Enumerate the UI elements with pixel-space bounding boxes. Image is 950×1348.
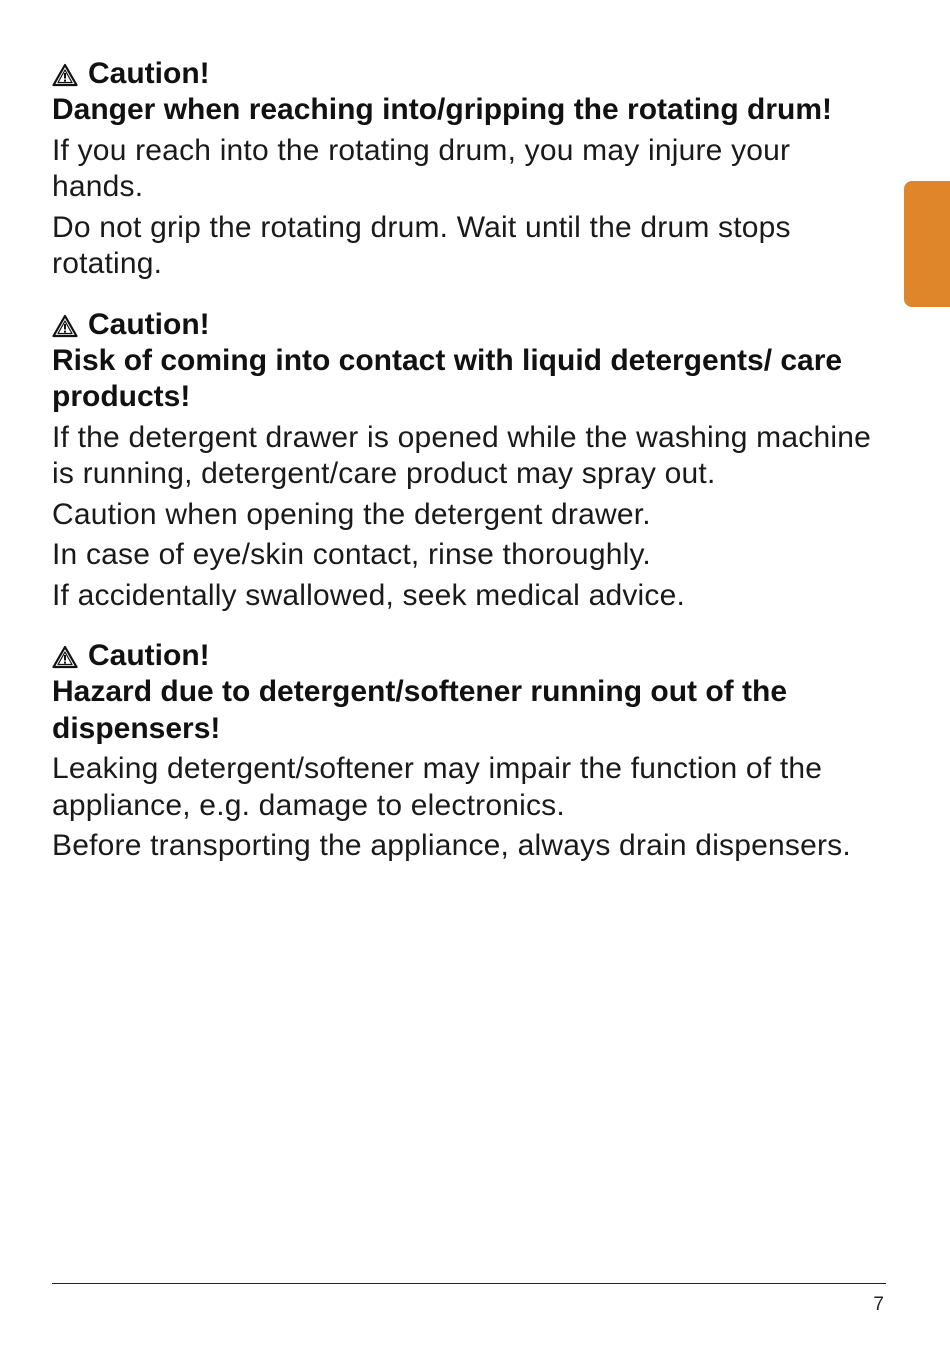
body-paragraph: Do not grip the rotating drum. Wait until the drum stops rotating. xyxy=(52,210,791,280)
page-number: 7 xyxy=(873,1294,884,1315)
section-heading: Risk of coming into contact with liquid detergents/ care products! xyxy=(52,343,843,413)
section-heading: Danger when reaching into/gripping the rotating drum! xyxy=(52,93,832,126)
caution-section-drum xyxy=(52,56,888,283)
footer-divider xyxy=(52,1283,886,1284)
warning-triangle-icon xyxy=(52,63,78,87)
caution-label: Caution! xyxy=(52,56,888,92)
body-paragraph: Before transporting the appliance, always drain dispensers. xyxy=(52,829,851,862)
warning-triangle-icon xyxy=(52,645,78,669)
body-paragraph: If you reach into the rotating drum, you may injure your hands. xyxy=(52,133,791,203)
caution-section-detergent-contact xyxy=(52,307,888,615)
caution-label: Caution! xyxy=(52,638,888,674)
body-paragraph: If accidentally swallowed, seek medical advice. xyxy=(52,578,686,612)
page-content xyxy=(52,56,888,889)
body-paragraph: In case of eye/skin contact, rinse thoroughly. xyxy=(52,538,651,571)
caution-label: Caution! xyxy=(52,307,888,343)
caution-section-dispensers xyxy=(52,638,888,865)
body-paragraph: Leaking detergent/softener may impair the function of the appliance, e.g. damage to electronics. xyxy=(52,752,823,822)
warning-triangle-icon xyxy=(52,314,78,338)
body-paragraph: If the detergent drawer is opened while the washing machine is running, detergent/care product may spray out. xyxy=(52,420,871,490)
chapter-tab xyxy=(904,181,950,307)
body-paragraph: Caution when opening the detergent drawer. xyxy=(52,497,651,531)
section-heading: Hazard due to detergent/softener running out of the dispensers! xyxy=(52,675,787,745)
